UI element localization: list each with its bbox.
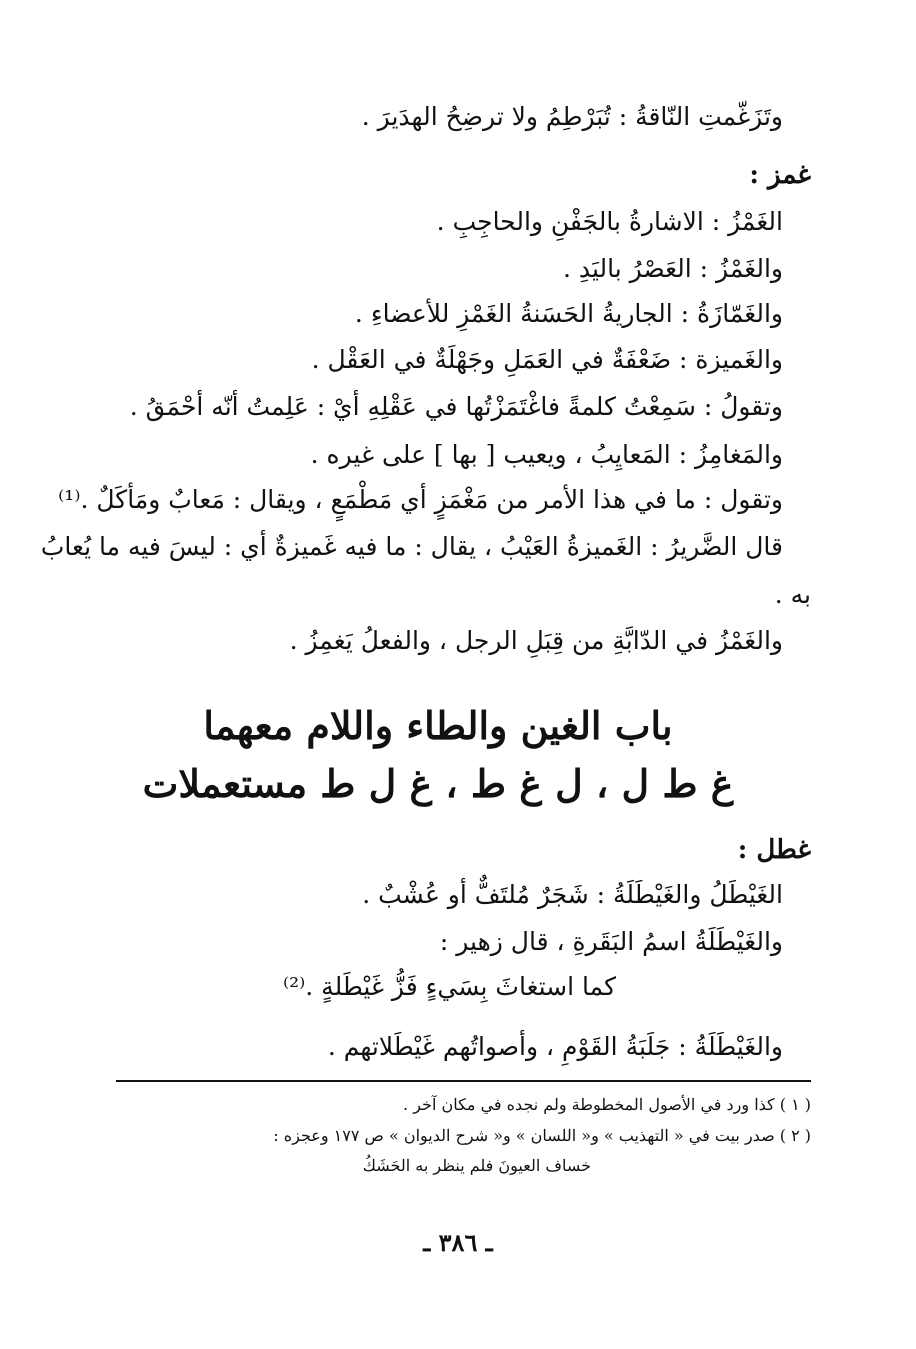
text-line: والغَمْزُ : العَصْرُ باليَدِ . bbox=[562, 254, 783, 283]
text-line: وتَزَغّمتِ النّاقةُ : تُبَرْطِمُ ولا ترضِحُ الهدَيرَ . bbox=[361, 102, 783, 131]
text-line: وتقولُ : سَمِعْتُ كلمةً فاغْتَمَزْتُها في عَقْلِهِ أيْ : عَلِمتُ أنّه أحْمَقُ . bbox=[129, 392, 783, 421]
verse-line: كما استغاثَ بِسَيءٍ فَزُّ غَيْطَلةٍ .⁽²⁾ bbox=[282, 972, 616, 1001]
text-line: والغَمْزُ في الدّابَّةِ من قِبَلِ الرجل ، والفعلُ يَغمِزُ . bbox=[289, 626, 783, 655]
text-line: والمَغامِزُ : المَعايِبُ ، ويعيب [ بها ] على غيره . bbox=[310, 440, 783, 469]
footnote: ( ١ ) كذا ورد في الأصول المخطوطة ولم نجده في مكان آخر . bbox=[403, 1095, 811, 1114]
text-line: الغَمْزُ : الاشارةُ بالجَفْنِ والحاجِبِ . bbox=[436, 207, 783, 236]
page-number: ـ ٣٨٦ ـ bbox=[423, 1228, 493, 1257]
footnote: ( ٢ ) صدر بيت في « التهذيب » و« اللسان » و« شرح الديوان » ص ١٧٧ وعجزه : bbox=[273, 1126, 811, 1145]
chapter-subtitle: غ ط ل ، ل غ ط ، غ ل ط مستعملات bbox=[142, 761, 734, 806]
entry-heading-ghatal: غطل : bbox=[737, 835, 811, 865]
text-line: والغَميزة : ضَعْفَةٌ في العَمَلِ وجَهْلَةٌ في العَقْل . bbox=[311, 345, 783, 374]
chapter-title: باب الغين والطاء واللام معهما bbox=[203, 703, 673, 748]
footnote-divider bbox=[116, 1080, 811, 1082]
text-line: والغَمّازَةُ : الجاريةُ الحَسَنةُ الغَمْزِ للأعضاءِ . bbox=[354, 299, 783, 328]
text-line: والغَيْطَلَةُ : جَلَبَةُ القَوْمِ ، وأصواتُهم غَيْطَلاتهم . bbox=[327, 1032, 783, 1061]
text-line: قال الضَّريرُ : الغَميزةُ العَيْبُ ، يقال : ما فيه غَميزةٌ أي : ليسَ فيه ما يُعابُ bbox=[40, 532, 783, 561]
text-line: الغَيْطَلُ والغَيْطَلَةُ : شَجَرٌ مُلتَفٌّ أو عُشْبٌ . bbox=[362, 880, 783, 909]
text-line: وتقول : ما في هذا الأمر من مَغْمَزٍ أي مَطْمَعٍ ، ويقال : مَعابٌ ومَأكَلٌ .⁽¹⁾ bbox=[58, 485, 783, 514]
entry-heading-ghamaz: غمز : bbox=[749, 160, 811, 190]
footnote-continuation: خساف العيونَ فلم ينظر به الحَشَكُ bbox=[362, 1156, 591, 1175]
text-line: والغَيْطَلَةُ اسمُ البَقَرةِ ، قال زهير : bbox=[439, 927, 783, 956]
text-line: به . bbox=[774, 580, 811, 609]
